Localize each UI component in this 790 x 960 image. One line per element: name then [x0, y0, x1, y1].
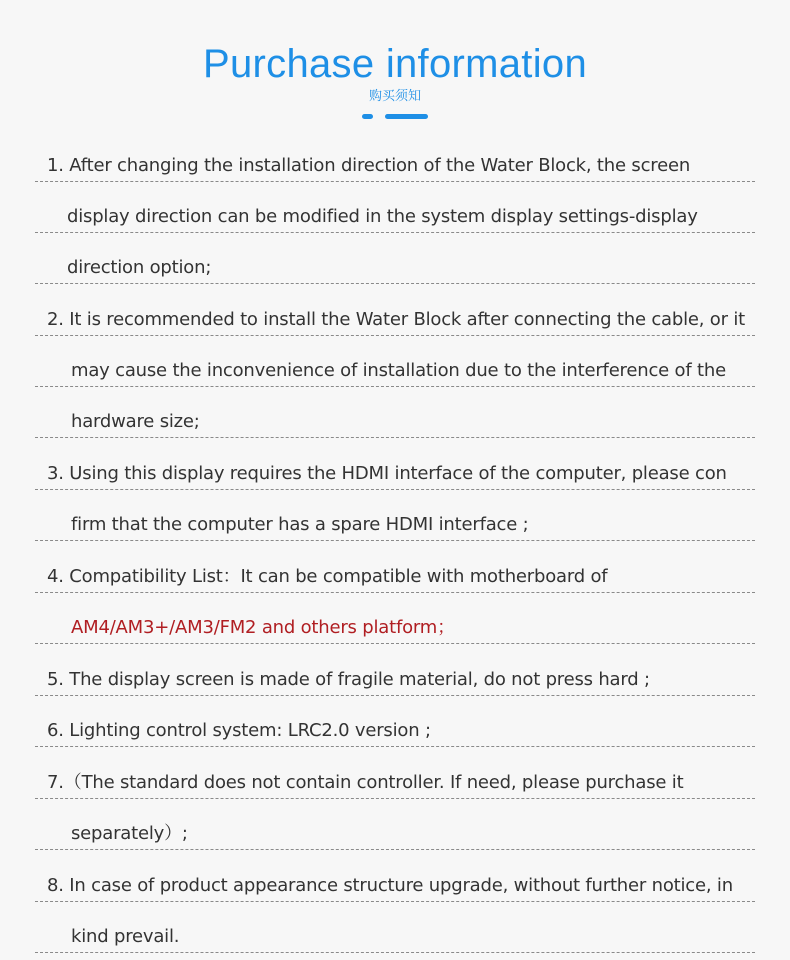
notice-item-8-line-2: kind prevail.	[71, 926, 180, 947]
notice-line	[35, 799, 755, 850]
notice-line	[35, 336, 755, 387]
notice-line	[35, 285, 755, 336]
notice-item-7-line-2: separately）;	[71, 823, 188, 844]
notice-line	[35, 696, 755, 747]
notice-line	[35, 233, 755, 284]
notice-item-1-line-2: display direction can be modified in the system display settings-display	[67, 206, 698, 227]
notice-item-7-line-1: 7.（The standard does not contain controller. If need, please purchase it	[47, 772, 684, 793]
notice-item-4-line-2: AM4/AM3+/AM3/FM2 and others platform；	[71, 617, 455, 638]
notice-line	[35, 542, 755, 593]
notice-line	[35, 182, 755, 233]
notice-line	[35, 439, 755, 490]
notice-line	[35, 490, 755, 541]
page-title: Purchase information	[203, 42, 587, 86]
notice-item-2-line-3: hardware size;	[71, 411, 200, 432]
notice-item-2-line-1: 2. It is recommended to install the Water Block after connecting the cable, or it	[47, 309, 745, 330]
notice-item-4-line-1: 4. Compatibility List：It can be compatible with motherboard of	[47, 566, 608, 587]
notice-item-1-line-1: 1. After changing the installation direction of the Water Block, the screen	[47, 155, 691, 176]
notice-item-1-line-3: direction option;	[67, 257, 212, 278]
notice-line	[35, 593, 755, 644]
notice-item-8-line-1: 8. In case of product appearance structure upgrade, without further notice, in	[47, 875, 733, 896]
notice-item-6-line-1: 6. Lighting control system: LRC2.0 version ;	[47, 720, 431, 741]
notice-item-5-line-1: 5. The display screen is made of fragile material, do not press hard ;	[47, 669, 650, 690]
title-decoration-dot	[362, 114, 373, 119]
page-header	[0, 40, 790, 106]
notice-line	[35, 748, 755, 799]
notice-line	[35, 851, 755, 902]
page-subtitle: 购买须知	[368, 89, 421, 104]
notice-item-3-line-2: firm that the computer has a spare HDMI interface ;	[71, 514, 529, 535]
notice-item-3-line-1: 3. Using this display requires the HDMI interface of the computer, please con	[47, 463, 727, 484]
notice-line	[35, 902, 755, 953]
title-decoration-bar	[385, 114, 428, 119]
notice-item-2-line-2: may cause the inconvenience of installation due to the interference of the	[71, 360, 726, 381]
notice-line	[35, 645, 755, 696]
notice-line	[35, 131, 755, 182]
notice-line	[35, 387, 755, 438]
